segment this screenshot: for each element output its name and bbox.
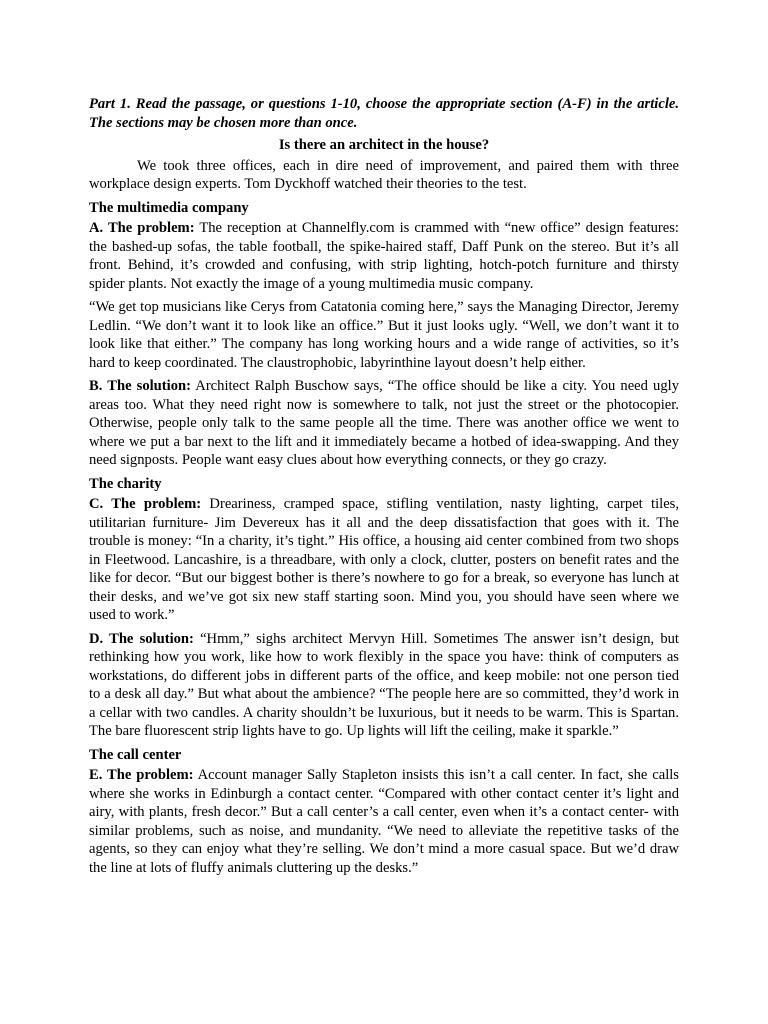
section-d-text: “Hmm,” sighs architect Mervyn Hill. Sometimes The answer isn’t design, but rethinking how you work, like how to work flexibly in the space you have: think of computers as workstations, do different jobs in different parts of the office, and keep mobile: not one person tied to a desk all day.” But what about the ambience? “The people here are so committed, they’d work in a cellar with two candles. A charity shouldn’t be luxurious, but it needs to be warm. This is Spartan. The bare fluorescent strip lights have to go. Up lights will lift the ceiling, make it sparkle.” — [89, 630, 679, 739]
section-c-paragraph — [89, 495, 679, 625]
section-c-label: C. The problem: — [89, 496, 202, 512]
article-title: Is there an architect in the house? — [278, 137, 490, 153]
section-a-text: The reception at Channelfly.com is crammed with “new office” design features: the bashed-up sofas, the table football, the spike-haired staff, Daff Punk on the stereo. But it’s all front. Behind, it’s crowded and confusing, with strip lighting, hotch-potch furniture and thirsty spider plants. Not exactly the image of a young multimedia music company. — [89, 220, 679, 292]
article-intro: We took three offices, each in dire need of improvement, and paired them with three workplace design experts. Tom Dyckhoff watched their theories to the test. — [89, 157, 679, 192]
task-instruction: Part 1. Read the passage, or questions 1-10, choose the appropriate section (A-F) in the article. The sections may be chosen more than once. — [89, 96, 679, 131]
section-a-label: A. The problem: — [89, 220, 195, 236]
section-b-paragraph — [89, 377, 679, 470]
section-heading-multimedia: The multimedia company — [89, 199, 249, 216]
section-d-paragraph — [89, 630, 679, 741]
section-e-text: Account manager Sally Stapleton insists this isn’t a call center. In fact, she calls where she works in Edinburgh a contact center. “Compared with other contact center it’s light and airy, with plants, fresh decor.” But a call center’s a call center, even when it’s a contact center- with similar problems, such as noise, and mundanity. “We need to alleviate the repetitive tasks of the agents, so they can enjoy what they’re selling. We don’t mind a more casual space. But we’d draw the line at lots of fluffy animals cluttering up the desks.” — [89, 767, 679, 876]
section-e-label: E. The problem: — [89, 767, 194, 783]
section-a-paragraph — [89, 219, 679, 293]
section-d-label: D. The solution: — [89, 630, 194, 647]
section-e-paragraph — [89, 766, 679, 877]
section-heading-call-center: The call center — [89, 746, 182, 763]
section-c-text: Dreariness, cramped space, stifling ventilation, nasty lighting, carpet tiles, utilitarian furniture- Jim Devereux has it all and the deep dissatisfaction that goes with it. The trouble is money: “In a charity, it’s tight.” His office, a housing aid center combined from two shops in Fleetwood. Lancashire, is a threadbare, with only a clock, clutter, posters on benefit rates and the like for decor. “But our biggest bother is there’s nowhere to go for a break, so everyone has lunch at their desks, and we’ve got six new staff starting soon. Mind you, you should have seen where we used to work.” — [89, 496, 679, 623]
section-b-text: Architect Ralph Buschow says, “The office should be like a city. You need ugly areas too. What they need right now is somewhere to talk, not just the street or the photocopier. Otherwise, people only talk to the same people all the time. There was another office we went to where we put a bar next to the lift and it immediately became a hotbed of idea-swapping. And they need signposts. People want easy clues about how everything connects, or they go crazy. — [89, 378, 680, 468]
section-b-label: B. The solution: — [89, 378, 191, 394]
section-a-paragraph-2: “We get top musicians like Cerys from Catatonia coming here,” says the Managing Director, Jeremy Ledlin. “We don’t want it to look like an office.” But it just looks ugly. “Well, we don’t want it to look like that either.” The company has long working hours and a wide range of activities, so it’s hard to keep coordinated. The claustrophobic, labyrinthine layout doesn’t help either. — [89, 299, 679, 371]
section-heading-charity: The charity — [89, 475, 162, 492]
